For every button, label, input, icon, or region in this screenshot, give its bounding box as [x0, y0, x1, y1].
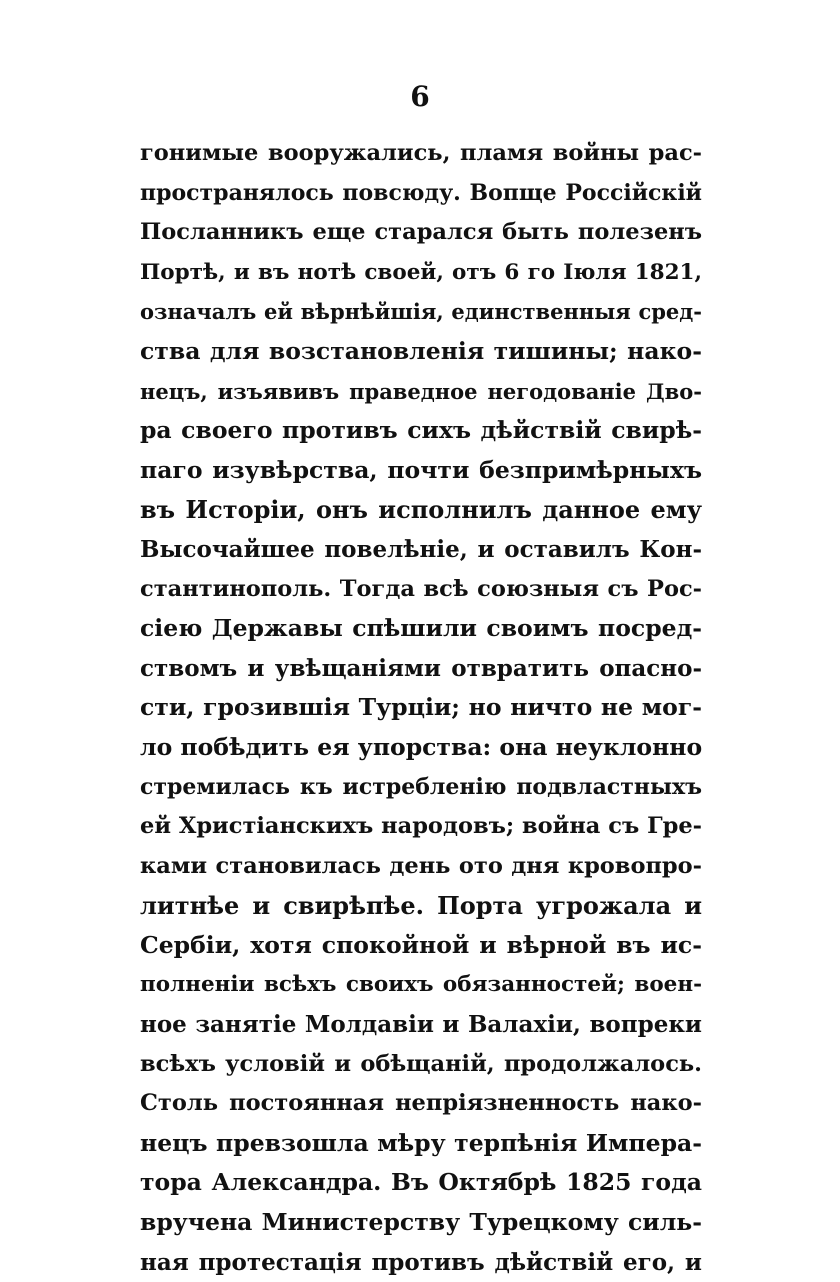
text-line: Высочайшее повелѣніе, и оставилъ Кон- [140, 535, 702, 563]
text-line: въ Исторіи, онъ исполнилъ данное ему [140, 495, 702, 525]
text-line: нецъ превзошла мѣру терпѣнія Импера- [140, 1128, 702, 1157]
text-line: означалъ ей вѣрнѣйшія, единственныя сред- [140, 299, 702, 325]
body-text [140, 134, 702, 1282]
text-line: Посланникъ еще старался быть полезенъ [140, 219, 702, 246]
text-line: ло побѣдить ея упорства: она неуклонно [140, 732, 703, 761]
text-line: сти, грозившія Турціи; но ничто не мог- [140, 693, 702, 722]
text-line: тора Александра. Въ Октябрѣ 1825 года [140, 1168, 702, 1197]
text-line: ная протестація противъ дѣйствій его, и [140, 1248, 702, 1276]
text-line: литнѣе и свирѣпѣе. Порта угрожала и [140, 891, 702, 921]
page-number: 6 [410, 80, 430, 113]
text-line: пространялось повсюду. Вопще Россійскій [140, 179, 702, 206]
text-line: ра своего противъ сихъ дѣйствій свирѣ- [140, 416, 702, 445]
text-line: ства для возстановленія тишины; нако- [140, 336, 702, 365]
text-line: стремилась къ истребленію подвластныхъ [140, 773, 702, 800]
text-line: ное занятіе Молдавіи и Валахіи, вопреки [140, 1011, 702, 1039]
text-line: ей Христіанскихъ народовъ; война съ Гре- [140, 813, 702, 840]
text-line: Сербіи, хотя спокойной и вѣрной въ ис- [140, 930, 702, 959]
text-line: полненіи всѣхъ своихъ обязанностей; воен- [140, 972, 702, 998]
text-line: гонимые вооружались, пламя войны рас- [140, 140, 702, 166]
text-line: стантинополь. Тогда всѣ союзныя съ Рос- [140, 575, 702, 602]
text-line: Столь постоянная непріязненность нако- [140, 1090, 702, 1117]
text-line: Портѣ, и въ нотѣ своей, отъ 6 го Іюля 1821, [140, 259, 702, 285]
text-line: паго изувѣрства, почти безпримѣрныхъ [140, 455, 702, 484]
text-line: сіею Державы спѣшили своимъ посред- [140, 614, 702, 643]
text-line: всѣхъ условій и обѣщаній, продолжалось. [140, 1050, 702, 1077]
text-line: ствомъ и увѣщаніями отвратить опасно- [140, 654, 702, 682]
text-line: вручена Министерству Турецкому силь- [140, 1208, 702, 1237]
text-line: нецъ, изъявивъ праведное негодованіе Дво- [140, 378, 702, 404]
text-line: ками становилась день ото дня кровопро- [140, 852, 702, 879]
